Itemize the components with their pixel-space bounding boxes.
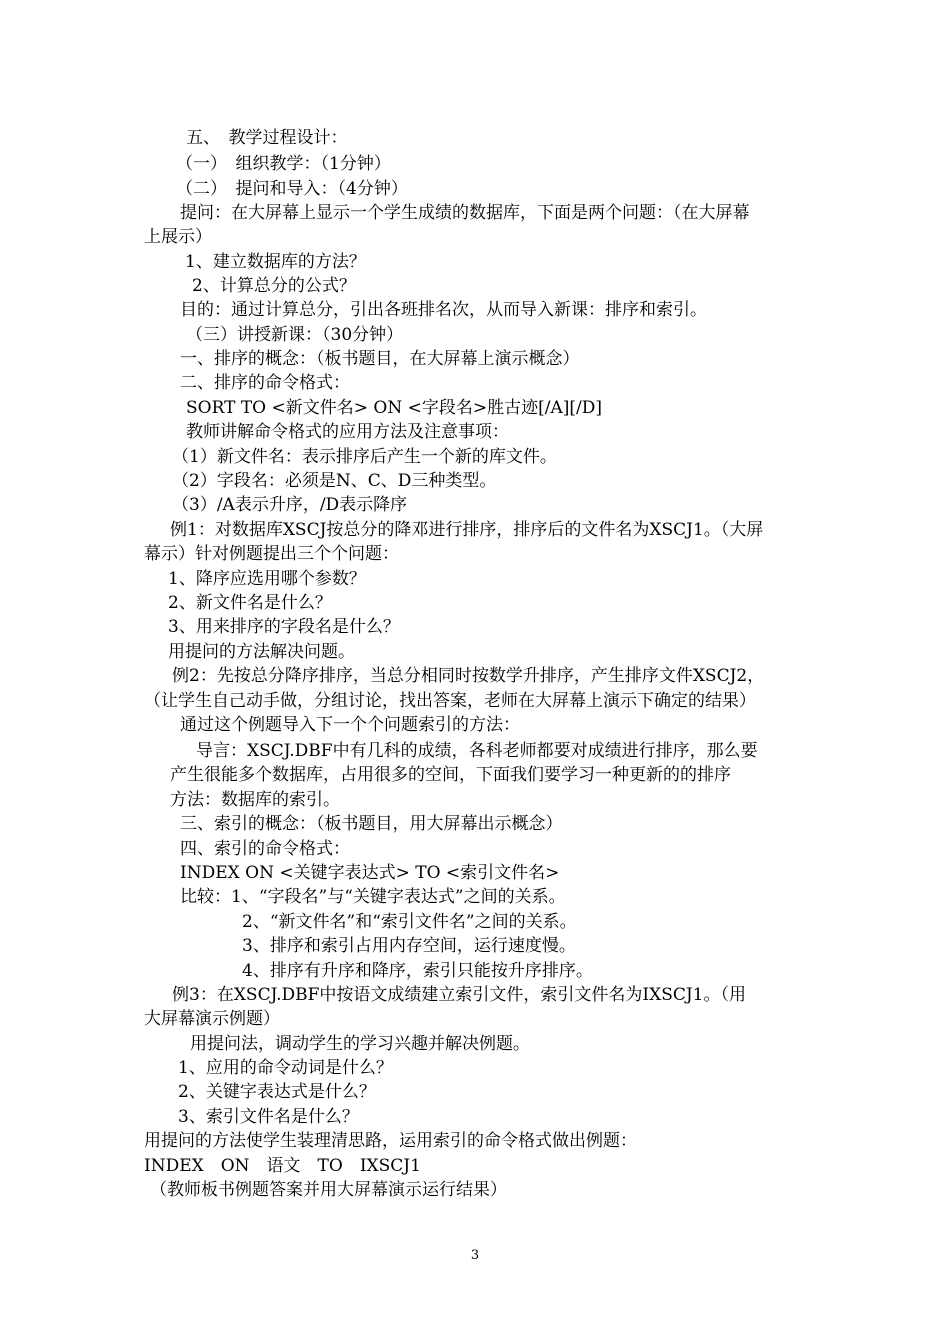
text-line: 用提问法，调动学生的学习兴趣并解决例题。 bbox=[190, 1034, 530, 1054]
text-line: 提问：在大屏幕上显示一个学生成绩的数据库，下面是两个问题：（在大屏幕 bbox=[180, 203, 750, 223]
text-line: 导言：XSCJ.DBF中有几科的成绩，各科老师都要对成绩进行排序，那么要 bbox=[196, 741, 758, 761]
text-line: 例1：对数据库XSCJ按总分的降邓进行排序，排序后的文件名为XSCJ1。（大屏 bbox=[170, 520, 764, 540]
text-line: 教师讲解命令格式的应用方法及注意事项： bbox=[186, 422, 509, 442]
text-line: 例3：在XSCJ.DBF中按语文成绩建立索引文件，索引文件名为IXSCJ1。（用 bbox=[172, 985, 746, 1005]
text-line: 三、索引的概念：（板书题目，用大屏幕出示概念） bbox=[180, 814, 563, 834]
text-line: 一、排序的概念：（板书题目，在大屏幕上演示概念） bbox=[180, 349, 580, 369]
text-line: 方法：数据库的索引。 bbox=[170, 790, 340, 810]
text-line: （一） 组织教学：（1分钟） bbox=[176, 154, 391, 174]
text-line: 1、降序应选用哪个参数？ bbox=[168, 569, 366, 589]
text-line: （3）/A表示升序，/D表示降序 bbox=[172, 495, 408, 515]
text-line: 目的：通过计算总分，引出各班排名次，从而导入新课：排序和索引。 bbox=[180, 300, 707, 320]
text-line: （1）新文件名：表示排序后产生一个新的库文件。 bbox=[172, 447, 557, 467]
text-line: 例2：先按总分降序排序，当总分相同时按数学升排序，产生排序文件XSCJ2， bbox=[172, 666, 765, 686]
text-line: 4、排序有升序和降序，索引只能按升序排序。 bbox=[242, 961, 593, 981]
text-line: 五、 教学过程设计： bbox=[186, 128, 348, 148]
text-line: 1、建立数据库的方法？ bbox=[185, 252, 366, 272]
text-line: INDEX ON <关键字表达式> TO <索引文件名> bbox=[180, 863, 560, 883]
text-line: 2、“新文件名”和“索引文件名”之间的关系。 bbox=[242, 912, 577, 932]
text-line: 3、索引文件名是什么？ bbox=[178, 1107, 359, 1127]
text-line: 1、应用的命令动词是什么？ bbox=[178, 1058, 393, 1078]
text-line: 2、计算总分的公式？ bbox=[192, 276, 356, 296]
text-line: 通过这个例题导入下一个个问题索引的方法： bbox=[180, 715, 520, 735]
text-line: 用提问的方法解决问题。 bbox=[168, 642, 355, 662]
text-line: （教师板书例题答案并用大屏幕演示运行结果） bbox=[150, 1180, 507, 1200]
text-line: 产生很能多个数据库，占用很多的空间，下面我们要学习一种更新的的排序 bbox=[170, 765, 731, 785]
text-line: （二） 提问和导入：（4分钟） bbox=[176, 179, 408, 199]
page-number: 3 bbox=[470, 1248, 480, 1263]
text-line: 3、排序和索引占用内存空间，运行速度慢。 bbox=[242, 936, 576, 956]
text-line: （让学生自己动手做，分组讨论，找出答案，老师在大屏幕上演示下确定的结果） bbox=[144, 691, 756, 711]
text-line: （2）字段名：必须是N、C、D三种类型。 bbox=[172, 471, 497, 491]
text-line: 二、排序的命令格式： bbox=[180, 373, 350, 393]
text-line: 四、索引的命令格式： bbox=[180, 839, 350, 859]
text-line: INDEX ON 语文 TO IXSCJ1 bbox=[144, 1156, 421, 1176]
text-line: 2、关键字表达式是什么？ bbox=[178, 1082, 376, 1102]
text-line: 2、新文件名是什么？ bbox=[168, 593, 332, 613]
text-line: 3、用来排序的字段名是什么？ bbox=[168, 617, 400, 637]
text-line: 上展示） bbox=[144, 227, 212, 247]
text-line: 用提问的方法使学生装理清思路，运用索引的命令格式做出例题： bbox=[144, 1131, 637, 1151]
text-line: 大屏幕演示例题） bbox=[144, 1009, 280, 1029]
text-line: SORT TO <新文件名> ON <字段名>胜古迹[/A][/D] bbox=[186, 398, 602, 418]
text-line: 比较：1、“字段名”与“关键字表达式”之间的关系。 bbox=[180, 887, 566, 907]
text-line: 幕示）针对例题提出三个个问题： bbox=[144, 544, 399, 564]
text-line: （三）讲授新课：（30分钟） bbox=[186, 325, 404, 345]
